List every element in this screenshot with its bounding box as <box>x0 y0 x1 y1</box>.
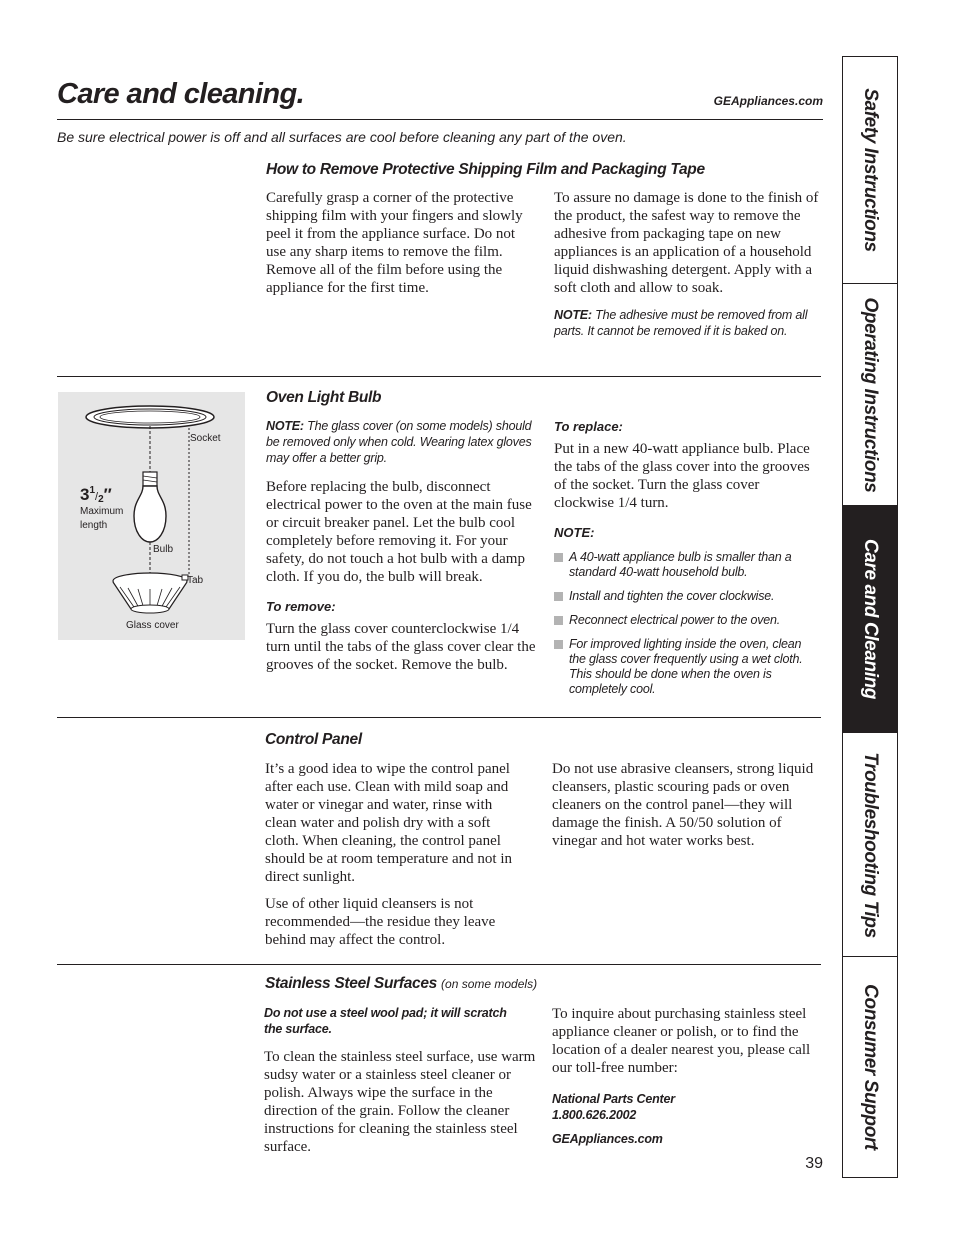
control-right-column <box>552 760 824 859</box>
tab-operating-instructions[interactable]: Operating Instructions <box>842 283 898 505</box>
bulb-note-text: The glass cover (on some models) should be removed only when cold. Wearing latex gloves may offer a better grip. <box>266 419 532 465</box>
film-left-text: Carefully grasp a corner of the protective shipping film with your fingers and slowly peel it from the appliance surface. Do not use any sharp items to remove the film. Remove all of the film before using the appliance for the first time. <box>266 190 523 296</box>
film-right-text: To assure no damage is done to the finish of the product, the safest way to remove the adhesive from packaging tape on new appliances is an application of a household liquid dishwashing detergent. Apply with a soft cloth and allow to soak. <box>554 190 819 296</box>
bulb-note <box>266 418 536 466</box>
list-item: A 40-watt appliance bulb is smaller than a standard 40-watt household bulb. <box>554 550 816 580</box>
label-max-length-2: length <box>80 520 108 531</box>
label-size: $3^1_/2''$ <box>80 485 112 505</box>
label-tab: Tab <box>187 575 204 586</box>
bullet-square-icon <box>554 553 563 562</box>
bulb-right-column <box>554 418 816 706</box>
steel-left-column <box>264 1005 536 1165</box>
film-section <box>266 161 826 179</box>
list-item: For improved lighting inside the oven, clean the glass cover frequently using a wet cloth. This should be done when the oven is completely cool. <box>554 637 816 697</box>
contact-name: National Parts Center <box>552 1092 675 1106</box>
steel-heading-note: (on some models) <box>441 977 538 991</box>
intro-text: Be sure electrical power is off and all surfaces are cool before cleaning any part of the oven. <box>57 129 627 145</box>
bulb-heading: Oven Light Bulb <box>266 389 382 406</box>
bulb-left-column <box>266 418 536 683</box>
page-number: 39 <box>805 1155 823 1172</box>
contact-phone[interactable]: 1.800.626.2002 <box>552 1108 637 1122</box>
bulb-note-label: NOTE: <box>266 419 304 433</box>
control-left-column <box>265 760 527 958</box>
control-left-p1: It’s a good idea to wipe the control panel after each use. Clean with mild soap and water or vinegar and water, rinse with clean water and polish dry with a soft cloth. When cleaning, the control panel should be at room temperature and not in direct sunlight. <box>265 761 513 885</box>
film-note <box>554 307 820 339</box>
steel-heading: Stainless Steel Surfaces (on some models) <box>265 975 538 992</box>
list-item: Reconnect electrical power to the oven. <box>554 613 816 628</box>
label-bulb: Bulb <box>153 544 174 555</box>
steel-right-column <box>552 1005 818 1147</box>
tab-safety-instructions[interactable]: Safety Instructions <box>842 56 898 283</box>
steel-right-text: To inquire about purchasing stainless steel appliance cleaner or polish, or to find the location of a dealer nearest you, please call our toll-free number: <box>552 1006 811 1076</box>
control-left-p2: Use of other liquid cleansers is not recommended—the residue they leave behind may affect the control. <box>265 896 496 948</box>
replace-note-label: NOTE: <box>554 525 595 540</box>
control-heading-wrap <box>265 731 565 749</box>
replace-subhead: To replace: <box>554 419 623 434</box>
label-socket: Socket <box>190 433 221 444</box>
steel-heading-wrap <box>265 975 665 993</box>
tab-care-and-cleaning[interactable]: Care and Cleaning <box>842 505 898 732</box>
bullet-square-icon <box>554 616 563 625</box>
bulb-note-list <box>554 550 816 697</box>
site-url[interactable]: GEAppliances.com <box>713 94 823 108</box>
replace-text: Put in a new 40-watt appliance bulb. Place the tabs of the glass cover into the grooves of the socket. Turn the glass cover clockwise 1/4 turn. <box>554 441 810 511</box>
control-right-text: Do not use abrasive cleansers, strong liquid cleansers, plastic scouring pads or oven cleaners on the control panel—they will damage the finish. A 50/50 solution of vinegar and hot water works best. <box>552 761 814 849</box>
bullet-square-icon <box>554 592 563 601</box>
title-rule <box>57 119 823 120</box>
tab-troubleshooting-tips[interactable]: Troubleshooting Tips <box>842 732 898 956</box>
remove-text: Turn the glass cover counterclockwise 1/4 turn until the tabs of the glass cover clear the grooves of the socket. Remove the bulb. <box>266 621 536 673</box>
bulb-illustration <box>58 392 245 640</box>
list-item: Install and tighten the cover clockwise. <box>554 589 816 604</box>
bulb-heading-wrap <box>266 389 566 407</box>
control-heading: Control Panel <box>265 731 362 748</box>
film-right-column <box>554 189 820 339</box>
bulb-diagram <box>58 392 245 640</box>
page-title: Care and cleaning. <box>57 78 305 110</box>
bullet-square-icon <box>554 640 563 649</box>
label-max-length-1: Maximum <box>80 506 124 517</box>
remove-subhead: To remove: <box>266 599 336 614</box>
label-glass-cover: Glass cover <box>126 620 179 631</box>
film-heading: How to Remove Protective Shipping Film and Packaging Tape <box>266 161 705 178</box>
section-divider <box>57 717 821 718</box>
tab-consumer-support[interactable]: Consumer Support <box>842 956 898 1178</box>
section-divider <box>57 376 821 377</box>
film-left-column <box>266 189 536 306</box>
steel-left-text: To clean the stainless steel surface, use warm sudsy water or a stainless steel cleaner or polish. Always wipe the surface in the direction of the grain. Follow the cleaner instructions for cleaning the stainless steel surface. <box>264 1049 536 1155</box>
film-note-text: The adhesive must be removed from all parts. It cannot be removed if it is baked on. <box>554 308 808 338</box>
section-tabs <box>842 56 898 1178</box>
steel-warning: Do not use a steel wool pad; it will scratch the surface. <box>264 1006 507 1036</box>
section-divider <box>57 964 821 965</box>
film-note-label: NOTE: <box>554 308 592 322</box>
contact-site[interactable]: GEAppliances.com <box>552 1132 663 1146</box>
bulb-before-text: Before replacing the bulb, disconnect electrical power to the oven at the main fuse or circuit breaker panel. Let the bulb cool completely before removing it. For your safety, do not touch a hot bulb with a damp cloth. If you do, the bulb will break. <box>266 479 532 585</box>
